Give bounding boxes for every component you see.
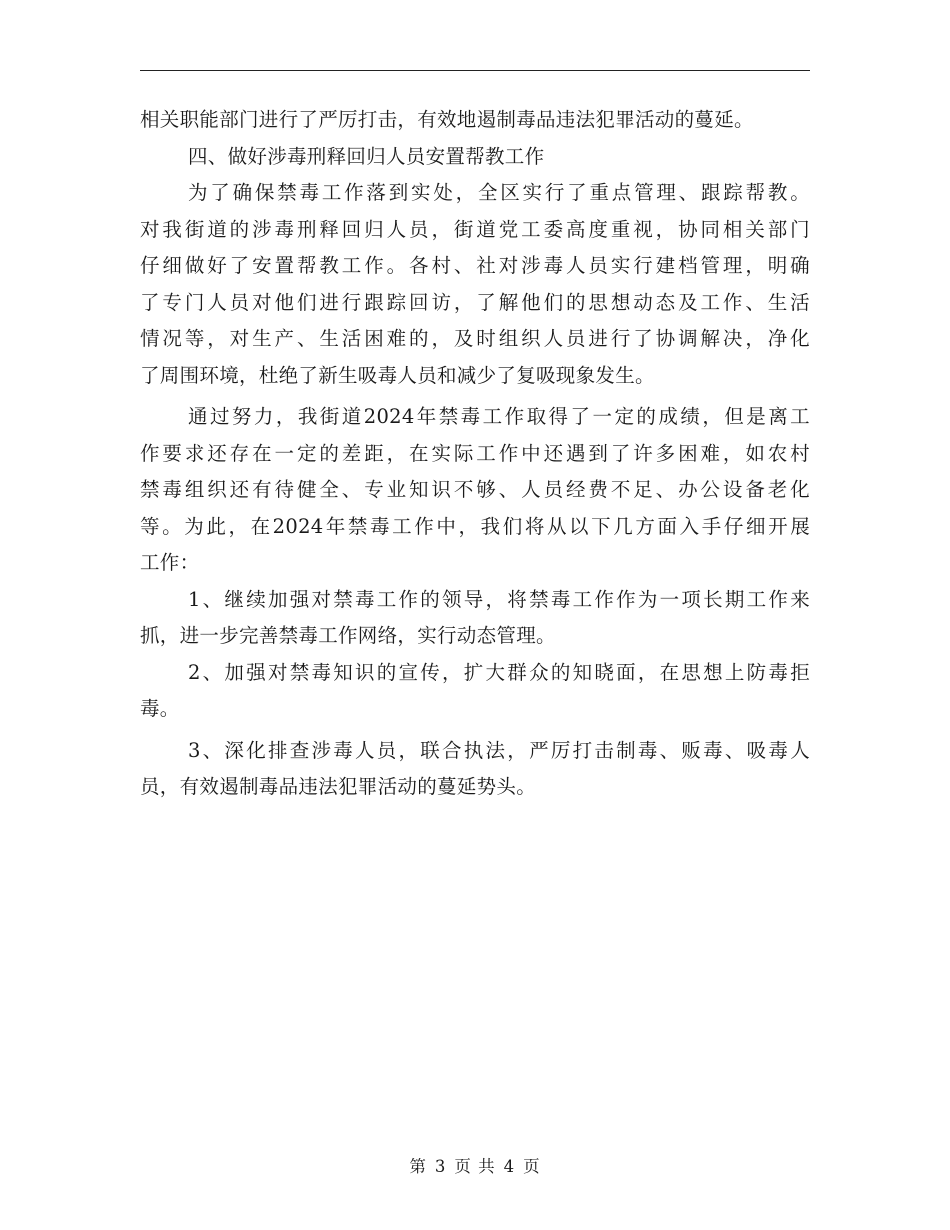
footer-total-pages: 4 [503,1157,516,1176]
paragraph-line: 相关职能部门进行了严厉打击，有效地遏制毒品违法犯罪活动的蔓延。 [140,108,754,131]
paragraph-line: 禁毒组织还有待健全、专业知识不够、人员经费不足、办公设备老化 [140,478,810,501]
paragraph-line: 情况等，对生产、生活困难的，及时组织人员进行了协调解决，净化 [140,327,810,350]
paragraph-line: 对我街道的涉毒刑释回归人员，街道党工委高度重视，协同相关部门 [140,217,810,241]
list-item-line: 员，有效遏制毒品违法犯罪活动的蔓延势头。 [140,775,537,798]
paragraph-line: 为了确保禁毒工作落到实处，全区实行了重点管理、跟踪帮教。 [188,181,810,204]
list-item-line: 1、继续加强对禁毒工作的领导，将禁毒工作作为一项长期工作来 [188,587,810,611]
paragraph-line: 了周围环境，杜绝了新生吸毒人员和减少了复吸现象发生。 [140,363,655,387]
list-item-line: 2、加强对禁毒知识的宣传，扩大群众的知晓面，在思想上防毒拒 [188,660,810,684]
footer-prefix: 第 [409,1157,427,1176]
list-item-line: 抓，进一步完善禁毒工作网络，实行动态管理。 [140,624,556,647]
paragraph-line: 等。为此，在2024年禁毒工作中，我们将从以下几方面入手仔细开展 [140,514,810,538]
paragraph-line: 仔细做好了安置帮教工作。各村、社对涉毒人员实行建档管理，明确 [140,254,810,277]
section-heading: 四、做好涉毒刑释回归人员安置帮教工作 [188,144,545,168]
list-item-line: 毒。 [140,697,180,720]
footer-middle: 页 共 [454,1157,496,1176]
document-body [140,102,810,806]
page-footer [0,1153,950,1177]
paragraph-line: 工作： [140,551,200,574]
footer-suffix: 页 [523,1157,541,1176]
footer-current-page: 3 [434,1157,447,1176]
list-item-line: 3、深化排查涉毒人员，联合执法，严厉打击制毒、贩毒、吸毒人 [188,738,810,762]
paragraph-line: 了专门人员对他们进行跟踪回访，了解他们的思想动态及工作、生活 [140,290,810,314]
paragraph-line: 通过努力，我街道2024年禁毒工作取得了一定的成绩，但是离工 [188,405,810,428]
header-rule [140,70,810,71]
paragraph-line: 作要求还存在一定的差距，在实际工作中还遇到了许多困难，如农村 [140,441,810,465]
